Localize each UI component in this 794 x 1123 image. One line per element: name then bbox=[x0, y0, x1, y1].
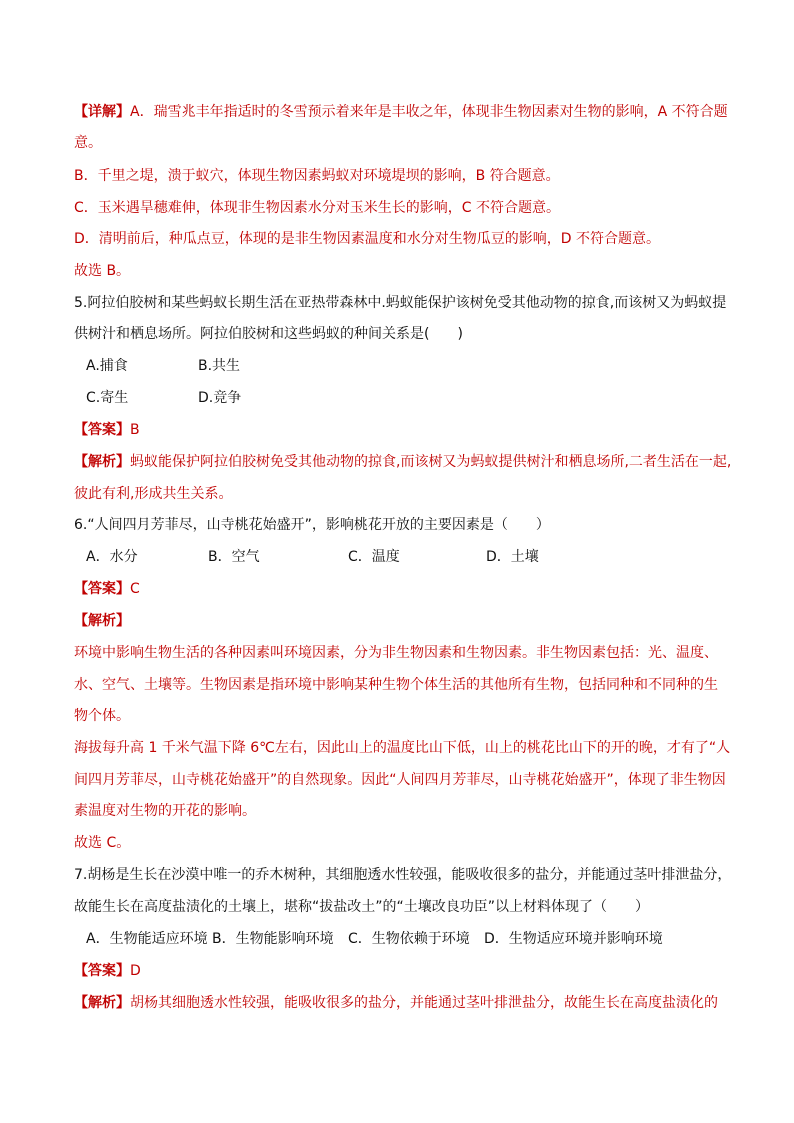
question-6-analysis-p2-line-2: 间四月芳菲尽，山寺桃花始盛开”的自然现象。因此“人间四月芳菲尽，山寺桃花始盛开”，体现了非生物因 bbox=[74, 772, 726, 788]
detail-line-c: C．玉米遇旱穗难伸，体现非生物因素水分对玉米生长的影响，C 不符合题意。 bbox=[74, 200, 560, 216]
question-5-options-row-1 bbox=[86, 356, 746, 376]
answer-value: B bbox=[130, 422, 140, 438]
detail-line-b: B．千里之堤，溃于蚁穴，体现生物因素蚂蚁对环境堤坝的影响，B 符合题意。 bbox=[74, 168, 560, 184]
answer-value: D bbox=[130, 963, 141, 979]
question-6-stem: 6.“人间四月芳菲尽，山寺桃花始盛开”，影响桃花开放的主要因素是（ ） bbox=[74, 517, 550, 533]
question-6-analysis-p1-line-3: 物个体。 bbox=[74, 708, 130, 724]
analysis-tag: 【解析】 bbox=[74, 454, 130, 470]
detail-text-a: A．瑞雪兆丰年指适时的冬雪预示着来年是丰收之年，体现非生物因素对生物的影响，A 不符合题 bbox=[130, 104, 728, 120]
question-6-analysis-p2-line-1: 海拔每升高 1 千米气温下降 6℃左右，因此山上的温度比山下低，山上的桃花比山下的开的晚，才有了“人 bbox=[74, 740, 731, 756]
answer-tag: 【答案】 bbox=[74, 963, 130, 979]
analysis-tag: 【解析】 bbox=[74, 995, 130, 1011]
q5-option-b: B.共生 bbox=[198, 358, 241, 374]
question-5-options-row-2 bbox=[86, 388, 746, 408]
question-5-analysis-line-2: 彼此有利,形成共生关系。 bbox=[74, 486, 233, 502]
detail-line-a-cont: 意。 bbox=[74, 135, 102, 151]
question-7-answer bbox=[74, 961, 734, 981]
q7-option-b: B．生物能影响环境 bbox=[212, 931, 334, 947]
q6-option-b: B．空气 bbox=[208, 549, 260, 565]
question-6-analysis-heading bbox=[74, 611, 734, 631]
question-5-answer bbox=[74, 420, 734, 440]
question-5-analysis-line-1 bbox=[74, 452, 734, 472]
analysis-text: 胡杨其细胞透水性较强，能吸收很多的盐分，并能通过茎叶排泄盐分，故能生长在高度盐渍化的 bbox=[130, 995, 718, 1011]
detail-line-d: D．清明前后，种瓜点豆，体现的是非生物因素温度和水分对生物瓜豆的影响，D 不符合题意。 bbox=[74, 231, 661, 247]
q5-option-d: D.竞争 bbox=[198, 390, 242, 406]
q5-option-c: C.寄生 bbox=[86, 390, 129, 406]
question-7-options bbox=[86, 929, 746, 949]
detail-line-a bbox=[74, 102, 734, 122]
question-6-options bbox=[86, 547, 746, 567]
q7-option-d: D．生物适应环境并影响环境 bbox=[484, 931, 663, 947]
question-5-line-1: 5.阿拉伯胶树和某些蚂蚁长期生活在亚热带森林中.蚂蚁能保护该树免受其他动物的掠食,而该树又为蚂蚁提 bbox=[74, 295, 727, 311]
question-6-analysis-p2-line-3: 素温度对生物的开花的影响。 bbox=[74, 803, 256, 819]
detail-conclusion: 故选 B。 bbox=[74, 263, 131, 279]
question-7-analysis-line-1 bbox=[74, 993, 734, 1013]
question-6-analysis-p1-line-1: 环境中影响生物生活的各种因素叫环境因素，分为非生物因素和生物因素。非生物因素包括：光、温度、 bbox=[74, 645, 718, 661]
question-7-line-2: 故能生长在高度盐渍化的土壤上，堪称“拔盐改土”的“土壤改良功臣”以上材料体现了（ ） bbox=[74, 899, 650, 915]
question-6-analysis-p1-line-2: 水、空气、土壤等。生物因素是指环境中影响某种生物个体生活的其他所有生物，包括同种和不同种的生 bbox=[74, 677, 718, 693]
answer-tag: 【答案】 bbox=[74, 422, 130, 438]
question-6-conclusion: 故选 C。 bbox=[74, 835, 131, 851]
q5-option-a: A.捕食 bbox=[86, 358, 128, 374]
q7-option-a: A．生物能适应环境 bbox=[86, 931, 208, 947]
q7-option-c: C．生物依赖于环境 bbox=[348, 931, 470, 947]
question-7-line-1: 7.胡杨是生长在沙漠中唯一的乔木树种，其细胞透水性较强，能吸收很多的盐分，并能通过茎叶排泄盐分， bbox=[74, 867, 732, 883]
detail-tag: 【详解】 bbox=[74, 104, 130, 120]
analysis-text: 蚂蚁能保护阿拉伯胶树免受其他动物的掠食,而该树又为蚂蚁提供树汁和栖息场所,二者生活在一起, bbox=[130, 454, 732, 470]
analysis-tag: 【解析】 bbox=[74, 613, 130, 629]
q6-option-d: D．土壤 bbox=[486, 549, 539, 565]
answer-tag: 【答案】 bbox=[74, 581, 130, 597]
answer-value: C bbox=[130, 581, 140, 597]
question-6-answer bbox=[74, 579, 734, 599]
question-5-line-2: 供树汁和栖息场所。阿拉伯胶树和这些蚂蚁的种间关系是( ) bbox=[74, 326, 463, 342]
q6-option-c: C．温度 bbox=[348, 549, 400, 565]
q6-option-a: A．水分 bbox=[86, 549, 138, 565]
